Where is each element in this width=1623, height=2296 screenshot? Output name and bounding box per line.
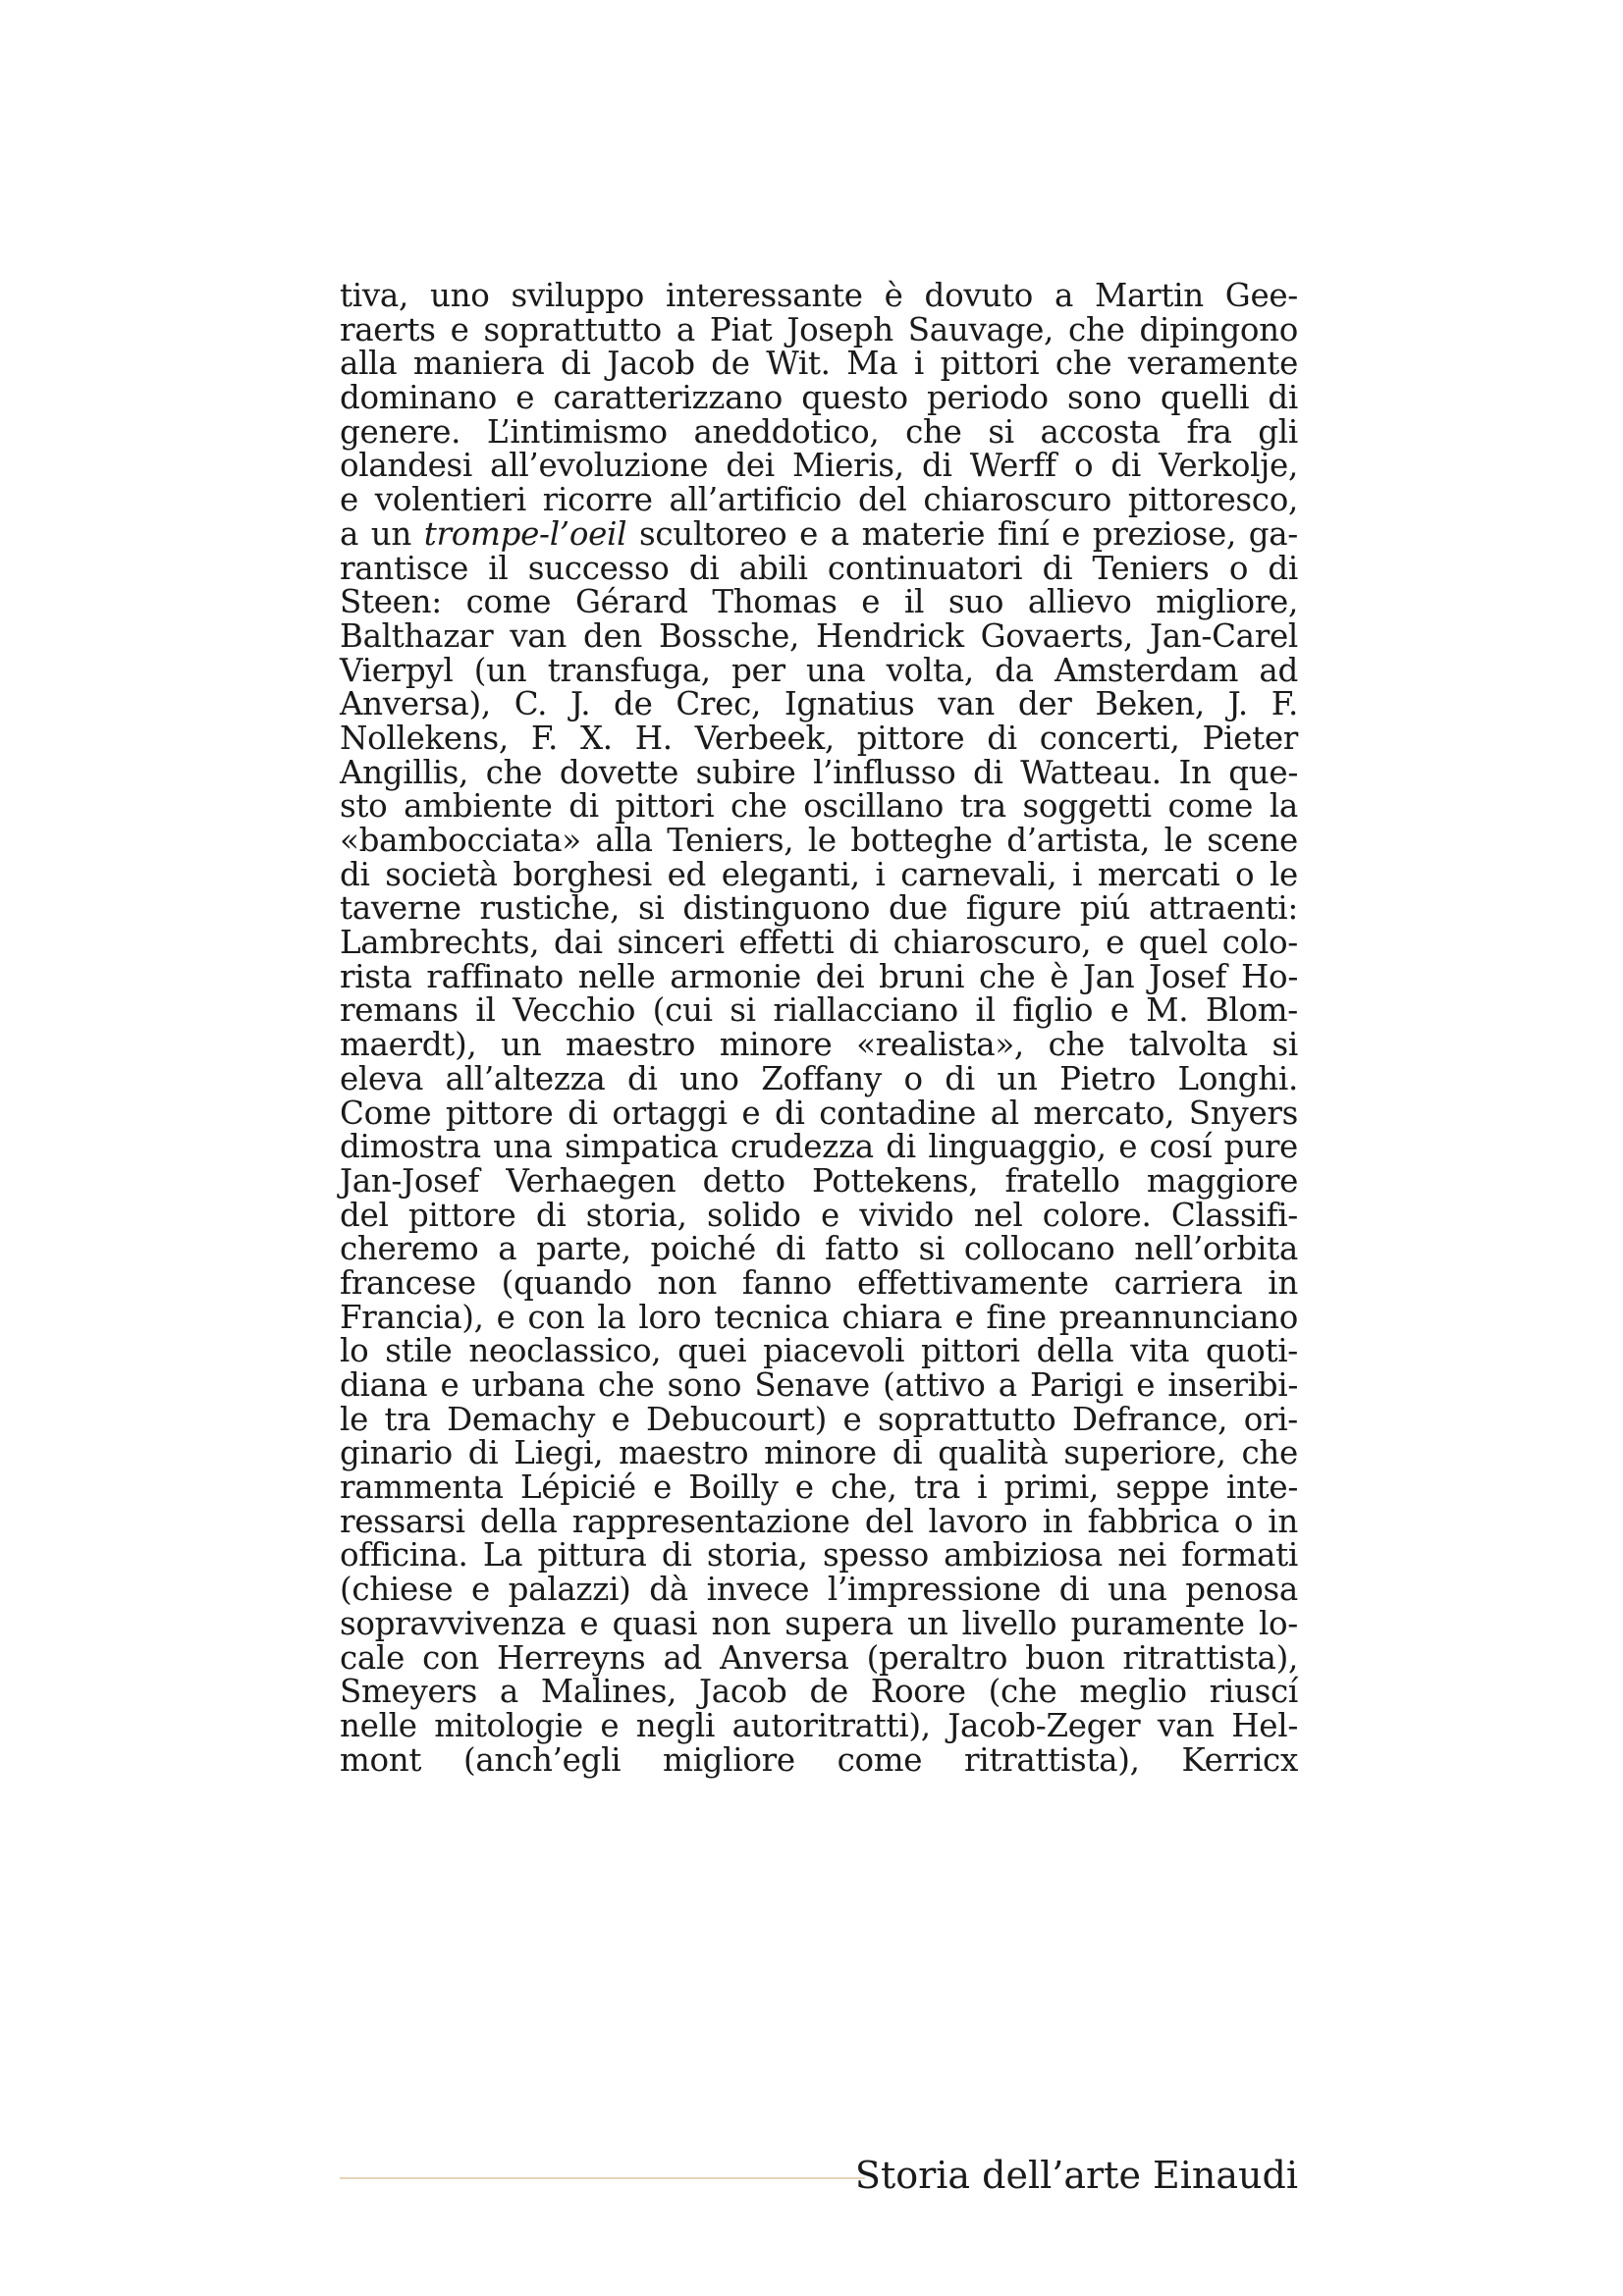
italic-term: trompe-l’oeil: [423, 514, 627, 553]
footer-rule: [340, 2177, 865, 2179]
text-line: Jan-Josef Verhaegen detto Pottekens, fratello maggiore: [340, 1161, 1298, 1200]
text-line: cale con Herreyns ad Anversa (peraltro buon ritrattista),: [340, 1638, 1298, 1677]
text-line: lo stile neoclassico, quei piacevoli pittori della vita quoti-: [340, 1332, 1298, 1370]
text-line: sto ambiente di pittori che oscillano tra soggetti come la: [340, 787, 1298, 826]
text-line: nelle mitologie e negli autoritratti), Jacob-Zeger van Hel-: [340, 1706, 1298, 1744]
text-line: del pittore di storia, solido e vivido nel colore. Classifi-: [340, 1196, 1298, 1234]
text-line: Balthazar van den Bossche, Hendrick Govaerts, Jan-Carel: [340, 616, 1298, 655]
text-line: Anversa), C. J. de Crec, Ignatius van der Beken, J. F.: [340, 685, 1298, 723]
text-line: e volentieri ricorre all’artificio del chiaroscuro pittoresco,: [340, 481, 1298, 519]
text-line: alla maniera di Jacob de Wit. Ma i pittori che veramente: [340, 345, 1298, 383]
text-line: dominano e caratterizzano questo periodo sono quelli di: [340, 379, 1298, 417]
text-line: Francia), e con la loro tecnica chiara e fine preannunciano: [340, 1298, 1298, 1336]
text-line: eleva all’altezza di uno Zoffany o di un Pietro Longhi.: [340, 1059, 1298, 1097]
text-line: francese (quando non fanno effettivamente carriera in: [340, 1263, 1298, 1302]
text-line: mont (anch’egli migliore come ritrattista), Kerricx: [340, 1740, 1298, 1779]
text-segment: a un: [340, 514, 424, 553]
text-line: Steen: come Gérard Thomas e il suo allievo migliore,: [340, 583, 1298, 621]
body-text: [340, 279, 1298, 1777]
text-line: Vierpyl (un transfuga, per una volta, da Amsterdam ad: [340, 651, 1298, 689]
text-segment: scultoreo e a materie finí e preziose, ga-: [626, 514, 1298, 553]
text-line: Angillis, che dovette subire l’influsso di Watteau. In que-: [340, 753, 1298, 791]
text-line: Nollekens, F. X. H. Verbeek, pittore di concerti, Pieter: [340, 719, 1298, 757]
text-line: maerdt), un maestro minore «realista», che talvolta si: [340, 1026, 1298, 1064]
text-line: di società borghesi ed eleganti, i carnevali, i mercati o le: [340, 855, 1298, 893]
text-line: taverne rustiche, si distinguono due figure piú attraenti:: [340, 889, 1298, 928]
text-line: rista raffinato nelle armonie dei bruni che è Jan Josef Ho-: [340, 957, 1298, 995]
text-line: officina. La pittura di storia, spesso ambiziosa nei formati: [340, 1536, 1298, 1575]
text-line: ressarsi della rappresentazione del lavoro in fabbrica o in: [340, 1502, 1298, 1540]
text-line: [340, 514, 1298, 553]
text-line: remans il Vecchio (cui si riallacciano il figlio e M. Blom-: [340, 991, 1298, 1030]
text-line: dimostra una simpatica crudezza di linguaggio, e cosí pure: [340, 1128, 1298, 1166]
text-line: ginario di Liegi, maestro minore di qualità superiore, che: [340, 1434, 1298, 1472]
text-line: (chiese e palazzi) dà invece l’impressione di una penosa: [340, 1571, 1298, 1609]
text-line: genere. L’intimismo aneddotico, che si accosta fra gli: [340, 412, 1298, 451]
text-line: cheremo a parte, poiché di fatto si collocano nell’orbita: [340, 1230, 1298, 1268]
text-line: diana e urbana che sono Senave (attivo a Parigi e inseribi-: [340, 1366, 1298, 1404]
text-line: sopravvivenza e quasi non supera un livello puramente lo-: [340, 1604, 1298, 1642]
text-line: Come pittore di ortaggi e di contadine al mercato, Snyers: [340, 1094, 1298, 1132]
text-line: rantisce il successo di abili continuatori di Teniers o di: [340, 549, 1298, 587]
text-line: «bambocciata» alla Teniers, le botteghe d’artista, le scene: [340, 822, 1298, 859]
text-line: rammenta Lépicié e Boilly e che, tra i primi, seppe inte-: [340, 1468, 1298, 1507]
footer-title: Storia dell’arte Einaudi: [854, 2154, 1298, 2197]
text-line: Smeyers a Malines, Jacob de Roore (che meglio riuscí: [340, 1673, 1298, 1711]
text-line: raerts e soprattutto a Piat Joseph Sauvage, che dipingono: [340, 310, 1298, 348]
text-line: tiva, uno sviluppo interessante è dovuto a Martin Gee-: [340, 277, 1298, 314]
text-line: le tra Demachy e Debucourt) e soprattutto Defrance, ori-: [340, 1400, 1298, 1438]
text-line: olandesi all’evoluzione dei Mieris, di Werff o di Verkolje,: [340, 447, 1298, 485]
text-line: Lambrechts, dai sinceri effetti di chiaroscuro, e quel colo-: [340, 924, 1298, 962]
